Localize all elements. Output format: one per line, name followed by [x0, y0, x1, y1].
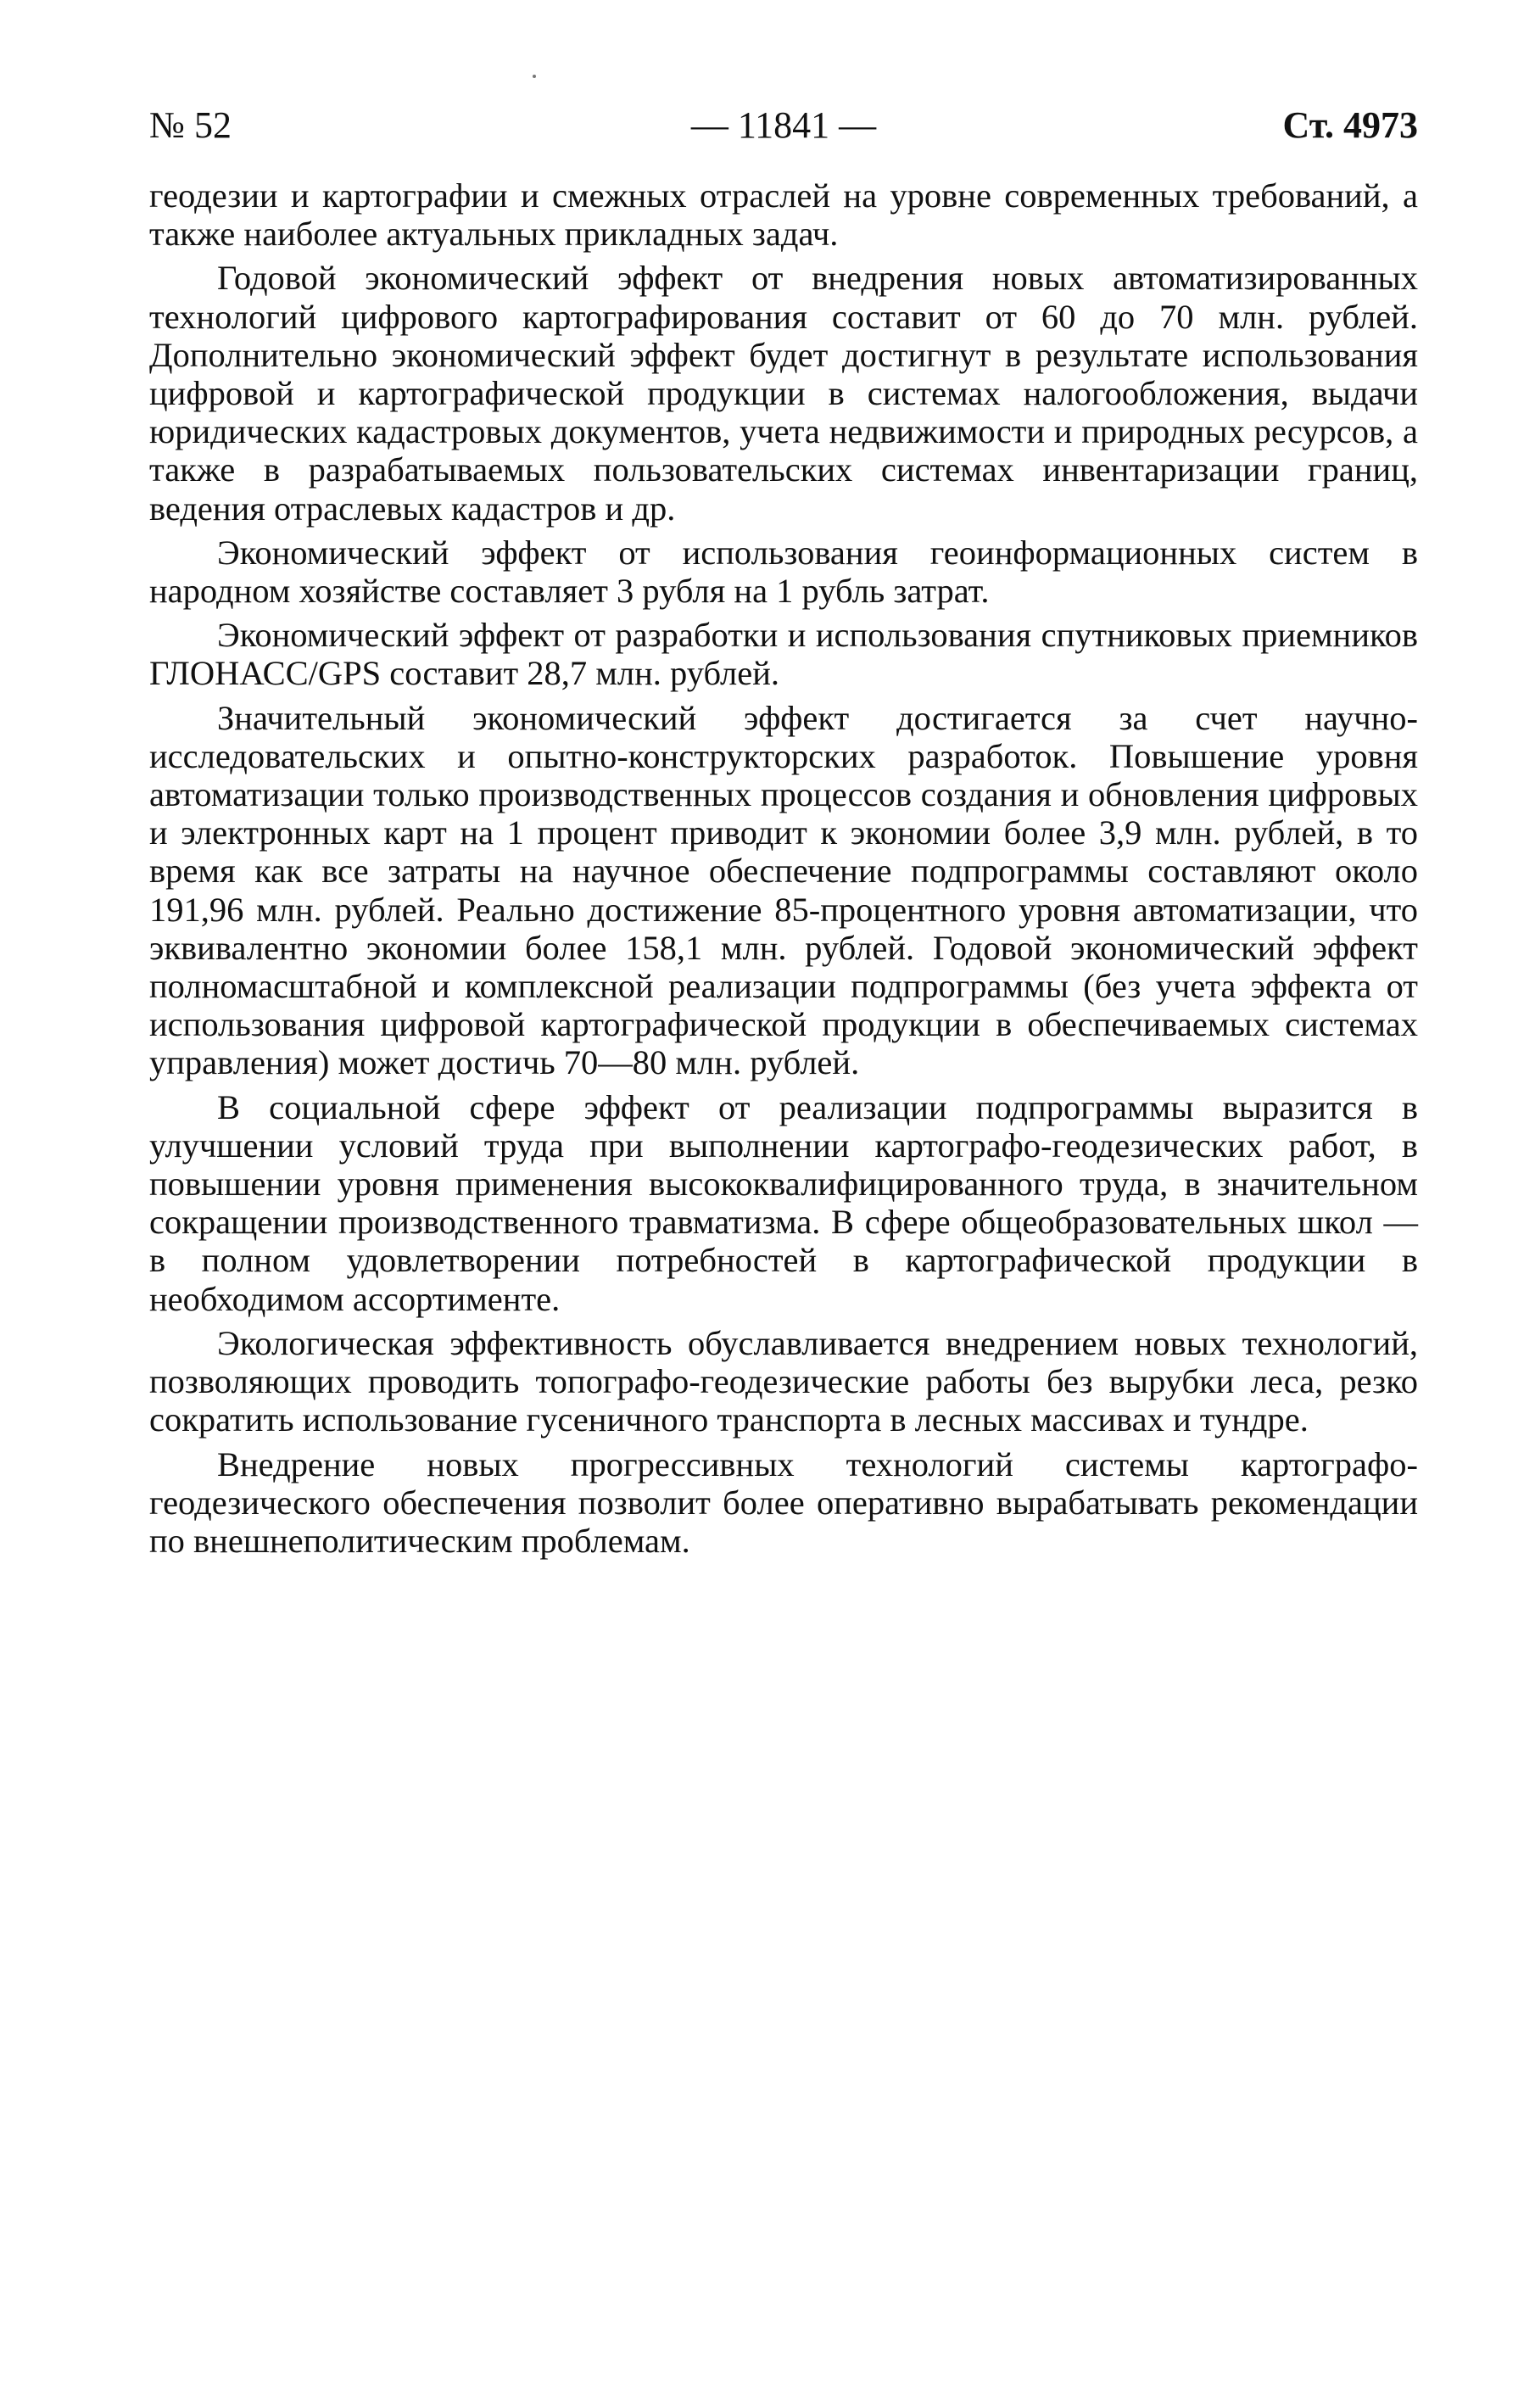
- paragraph-social-effect: В социальной сфере эффект от реализации подпрограммы выразится в улучшении условий труда при выполнении картографо-геодезических работ, в повышении уровня применения высококвалифицированного труда, в значительном сокращении производственного травматизма. В сфере общеобразовательных школ — в полном удовлетворении потребностей в картографической продукции в необходимом ассортименте.: [149, 1087, 1418, 1318]
- issue-number: № 52: [149, 104, 232, 146]
- scan-speck: [533, 75, 536, 78]
- paragraph-gis-effect: Экономический эффект от использования геоинформационных систем в народном хозяйстве составляет 3 рубля на 1 рубль затрат.: [149, 533, 1418, 611]
- document-body: [149, 176, 1418, 1566]
- paragraph-continuation: геодезии и картографии и смежных отраслей на уровне современных требований, а также наиболее актуальных прикладных задач.: [149, 176, 1418, 254]
- paragraph-new-technologies: Внедрение новых прогрессивных технологий системы картографо-геодезического обеспечения позволит более оперативно вырабатывать рекомендации по внешнеполитическим проблемам.: [149, 1444, 1418, 1560]
- paragraph-economic-effect: Годовой экономический эффект от внедрения новых автоматизированных технологий цифрового картографирования составит от 60 до 70 млн. рублей. Дополнительно экономический эффект будет достигнут в результате использования цифровой и картографической продукции в системах налогообложения, выдачи юридических кадастровых документов, учета недвижимости и природных ресурсов, а также в разрабатываемых пользовательских системах инвентаризации границ, ведения отраслевых кадастров и др.: [149, 259, 1418, 528]
- page-number: — 11841 —: [690, 104, 877, 146]
- paragraph-glonass-effect: Экономический эффект от разработки и использования спутниковых приемников ГЛОНАСС/GPS составит 28,7 млн. рублей.: [149, 616, 1418, 693]
- paragraph-ecological-effect: Экологическая эффективность обуславливается внедрением новых технологий, позволяющих проводить топографо-геодезические работы без вырубки леса, резко сократить использование гусеничного транспорта в лесных массивах и тундре.: [149, 1323, 1418, 1439]
- article-number: Ст. 4973: [1282, 104, 1418, 146]
- page-header: [149, 103, 1418, 154]
- paragraph-research-effect: Значительный экономический эффект достигается за счет научно-исследовательских и опытно-конструкторских разработок. Повышение уровня автоматизации только производственных процессов создания и обновления цифровых и электронных карт на 1 процент приводит к экономии более 3,9 млн. рублей, в то время как все затраты на научное обеспечение подпрограммы составляют около 191,96 млн. рублей. Реально достижение 85-процентного уровня автоматизации, что эквивалентно экономии более 158,1 млн. рублей. Годовой экономический эффект полномасштабной и комплексной реализации подпрограммы (без учета эффекта от использования цифровой картографической продукции в обеспечиваемых системах управления) может достичь 70—80 млн. рублей.: [149, 698, 1418, 1082]
